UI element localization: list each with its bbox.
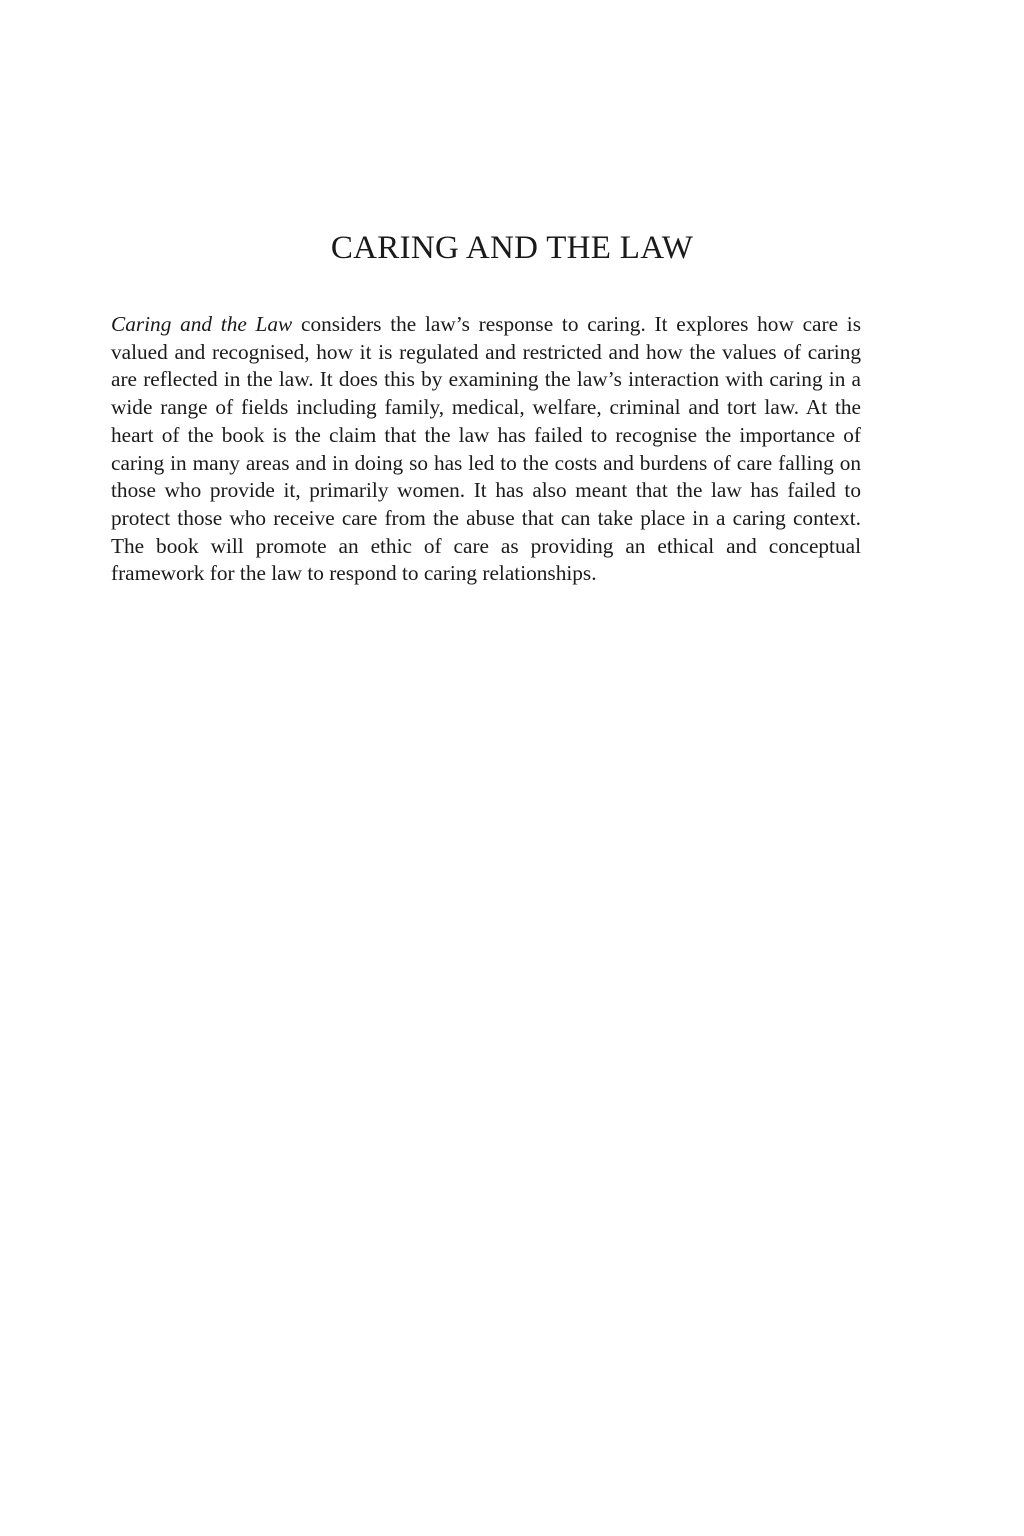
- description-text: considers the law’s response to caring. It explores how care is valued and recognised, how it is regulated and restricted and how the values of caring are reflected in the law. It does this by examining the law’s interaction with caring in a wide range of fields including family, medical, welfare, criminal and tort law. At the heart of the book is the claim that the law has failed to recognise the importance of caring in many areas and in doing so has led to the costs and burdens of care falling on those who provide it, primarily women. It has also meant that the law has failed to protect those who receive care from the abuse that can take place in a caring context. The book will promote an ethic of care as providing an ethical and conceptual framework for the law to respond to caring relationships.: [111, 312, 861, 586]
- page-title: CARING AND THE LAW: [330, 230, 694, 266]
- book-title-italic: Caring and the Law: [111, 312, 293, 336]
- book-description: [111, 311, 861, 588]
